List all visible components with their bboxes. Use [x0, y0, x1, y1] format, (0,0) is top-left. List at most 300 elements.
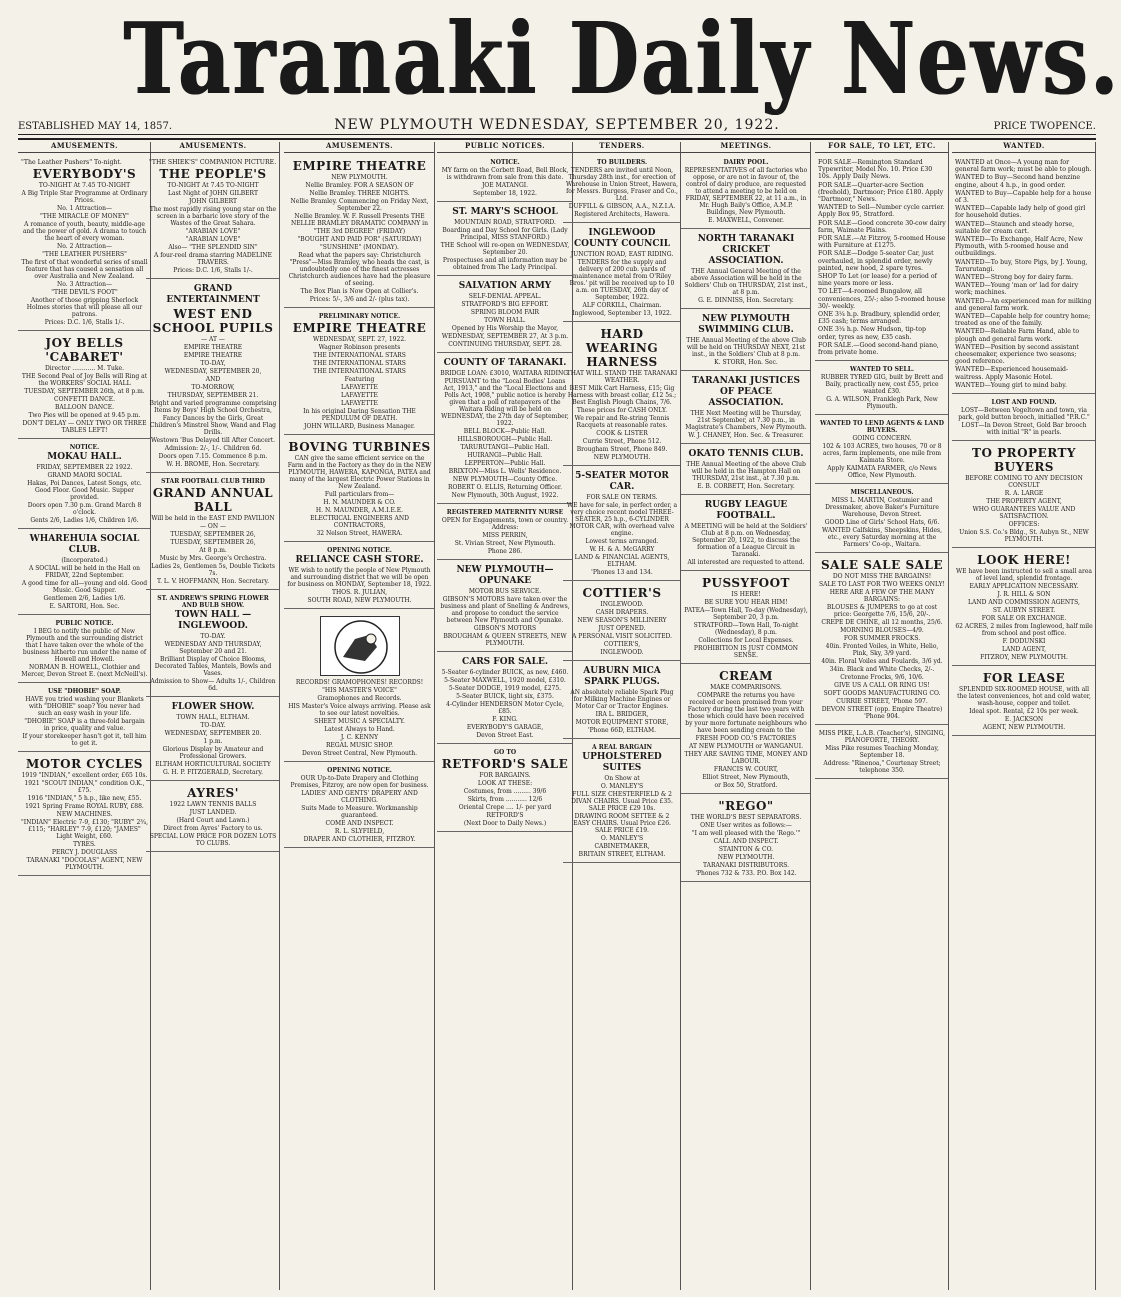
ad-text: IRA L. BRIDGER,: [595, 711, 649, 718]
ad-text: HILLSBOROUGH—Public Hall.: [457, 436, 553, 443]
ad-text: Elliot Street, New Plymouth,: [702, 774, 790, 781]
column-heading: MEETINGS.: [681, 142, 811, 153]
ad-subheading: PUBLIC NOTICE.: [55, 620, 114, 628]
classified-line: "THE SHIEK'S" COMPANION PICTURE.: [149, 159, 277, 166]
ad-subtitle: ST. MARY'S SCHOOL: [452, 207, 558, 217]
ad-text: Brilliant Display of Choice Blooms, Decorated Tables, Mantels, Bowls and Vases.: [154, 656, 272, 678]
ad-text: A SOCIAL will be held in the Hall on FRIDAY, 22nd September.: [28, 565, 141, 580]
ad-text: Admission to Show— Adults 1/-, Children 6d.: [150, 678, 276, 693]
classified-line: WANTED—Capable help for country home; treated as one of the family.: [955, 313, 1091, 328]
ad-subtitle: CARS FOR SALE.: [462, 657, 548, 667]
ad-text: OFFICES:: [1008, 521, 1040, 529]
ad-subheading: STAR FOOTBALL CLUB THIRD: [161, 478, 265, 486]
ad-text: REGAL MUSIC SHOP.: [325, 742, 394, 749]
newspaper-column: [815, 142, 949, 1290]
ad-text: Admission: 2/-, 1/-. Children 6d.: [164, 445, 262, 453]
classified-line: "The Leather Pushers" To-night.: [21, 159, 122, 166]
ad-text: FRIDAY, SEPTEMBER 22 1922.: [36, 464, 133, 472]
ad-text: WHO GUARANTEES VALUE AND SATISFACTION.: [972, 506, 1076, 521]
ad-subtitle: NEW PLYMOUTH—OPUNAKE: [456, 565, 554, 586]
ad-subtitle: TARANAKI JUSTICES OF PEACE ASSOCIATION.: [691, 376, 801, 408]
ad-text: LAND & FINANCIAL AGENTS, ELTHAM.: [574, 554, 670, 568]
ad-text: BALLOON DANCE.: [55, 404, 114, 412]
ad-text: 'Phones 13 and 134.: [591, 569, 653, 576]
masthead-title: Taranaki Daily News.: [123, 2, 1121, 117]
ad-subtitle: RELIANCE CASH STORE.: [295, 555, 424, 565]
advertisement: [952, 156, 1096, 394]
newspaper-column: [146, 142, 280, 1290]
ad-text: JOE MATANGI.: [481, 182, 529, 189]
ad-text: Union S.S. Co.'s Bldg., St. Aubyn St., NEW PLYMOUTH.: [959, 529, 1089, 544]
ad-text: "INDIAN" Electric 7-9, £130; "RUBY" 2¾, £115; "HARLEY" 7-9, £120; "JAMES" Light Weight, £60.: [21, 819, 148, 841]
ad-text: WEDNESDAY, SEPT. 27, 1922.: [312, 336, 407, 343]
dateline-bar: [18, 117, 1096, 135]
ad-text: Direct from Ayres' Factory to us.: [163, 825, 263, 833]
ad-text: ALF CORKILL, Chairman.: [582, 302, 662, 309]
ad-text: "DHOBIE" SOAP is a three-fold bargain in price, quality and value.: [24, 718, 145, 733]
ad-text: MISS PERRIN,: [482, 532, 528, 539]
ad-title: CREAM: [719, 669, 773, 683]
advertisement: [18, 441, 151, 529]
ad-text: CONTINUING THURSDAY, SEPT. 28.: [448, 341, 562, 348]
ad-text: TYRES.: [73, 841, 96, 849]
advertisement: [437, 562, 573, 652]
ad-text: 5-Seater MAXWELL, 1920 model, £310.: [444, 677, 566, 684]
ad-text: 34in. Black and White Checks, 2/-.: [829, 666, 935, 674]
ad-text: E. SARTORI, Hon. Sec.: [49, 603, 120, 611]
ad-subtitle: FLOWER SHOW.: [171, 702, 255, 713]
ad-text: RUBBER TYRED GIG, built by Brett and Baily, practically new, cost £55, price wanted £30.: [820, 374, 944, 396]
column-heading: WANTED.: [952, 142, 1096, 153]
ad-text: Registered Architects, Hawera.: [574, 211, 670, 218]
ad-text: LAND AGENT,: [1001, 646, 1047, 654]
ad-text: MY farm on the Corbett Road, Bell Block, is withdrawn from sale from this date.: [441, 167, 569, 181]
ad-text: ELECTRICAL ENGINEERS AND CONTRACTORS,: [310, 515, 409, 529]
advertisement: [437, 204, 573, 276]
ad-text: Devon Street Central, New Plymouth.: [301, 750, 418, 757]
newspaper-column: [563, 142, 681, 1290]
ad-subheading: NOTICE.: [490, 159, 520, 166]
ad-text: COTTIER'S,: [603, 641, 641, 648]
advertisement: [284, 437, 435, 542]
advertisement: [18, 685, 151, 752]
advertisement: [815, 363, 949, 415]
ad-text: Full particulars from—: [324, 491, 395, 498]
ad-subheading: PRELIMINARY NOTICE.: [318, 313, 401, 320]
ad-text: or Box 50, Stratford.: [714, 782, 778, 789]
ad-text: BE SURE YOU HEAR HIM!: [704, 599, 788, 606]
classified-line: WANTED—Young girl to mind baby.: [955, 381, 1067, 389]
advertisement: [563, 663, 681, 739]
ad-text: REPRESENTATIVES of all factories who oppose, or are not in favour of, the control of dairy produce, are requested to attend a meeting to be held on FRIDAY, SEPTEMBER 22, at 11 a.m., in Mr. Hugh Baily's Office, A.M.P. Buildings, New Plymouth.: [684, 167, 808, 216]
ad-text: PROHIBITION IS JUST COMMON SENSE.: [693, 645, 799, 659]
ad-text: Nellie Bramley. FOR A SEASON OF: [305, 182, 414, 189]
ad-text: COMPARE the returns you have received or been promised from your Factory during the last two years with those which could have been received by your more fortunate neighbours who have been sending cream to the: [685, 692, 807, 734]
ad-text: WEDNESDAY, SEPTEMBER 20.: [164, 730, 262, 738]
ad-text: FITZROY, NEW PLYMOUTH.: [980, 654, 1068, 662]
ad-text: LAFAYETTE: [341, 384, 378, 391]
ad-text: Collections for Local Expenses.: [698, 637, 794, 644]
ad-text: Brougham Street, Phone 849.: [576, 446, 668, 453]
advertisement: [681, 796, 811, 882]
ad-text: On Show at: [604, 775, 640, 782]
ad-subheading: WANTED TO LEND AGENTS & LAND BUYERS.: [820, 420, 944, 435]
classified-line: WANTED—Strong boy for dairy farm.: [955, 274, 1073, 282]
ad-text: SHEET MUSIC A SPECIALTY.: [314, 718, 405, 725]
ad-text: — AT —: [201, 336, 225, 344]
ad-text: If your storekeeper hasn't got it, tell him to get it.: [22, 733, 147, 748]
column-heading: TENDERS.: [563, 142, 681, 153]
ad-title: JOY BELLS 'CABARET': [45, 336, 124, 365]
ad-text: 5-Seater 6-cylinder BUICK, as new, £460.: [441, 669, 569, 676]
ad-text: No. 2 Attraction—: [57, 243, 112, 251]
ad-text: PURSUANT to the "Local Bodies' Loans Act, 1913," and the "Local Elections and Polls Act, 1908," public notice is hereby given that a poll of ratepayers of the Waitara Riding will be held on WEDNESDAY, the 27th day of September, 1922.: [441, 378, 569, 427]
classified-line: WANTED to Buy—Capable help for a house of 3.: [955, 189, 1092, 205]
ad-text: 62 ACRES, 2 miles from Inglewood, half mile from school and post office.: [955, 623, 1093, 638]
ad-text: A romance of youth, beauty, middle-age and the power of gold. A drama to touch the heart of every woman.: [22, 221, 147, 243]
ad-text: 'Phones 732 & 733. P.O. Box 142.: [695, 870, 797, 877]
column-heading: PUBLIC NOTICES.: [437, 142, 573, 153]
ad-text: RETFORD'S: [486, 812, 524, 819]
ad-text: At 8 p.m.: [199, 547, 227, 555]
classified-line: ONE 3¼ h.p. New Hudson, tip-top order, tyres as new, £35 cash.: [818, 326, 926, 341]
ad-title: RETFORD'S SALE: [441, 757, 569, 771]
column-heading: AMUSEMENTS.: [284, 142, 435, 153]
ad-text: Music by Mrs. George's Orchestra.: [159, 555, 267, 563]
ad-text: BRIDGE LOAN: £3010, WAITARA RIDING.: [440, 370, 570, 377]
ad-text: IS HERE!: [731, 591, 761, 598]
advertisement: [437, 506, 573, 560]
ad-subtitle: OKATO TENNIS CLUB.: [688, 449, 804, 459]
advertisement: [437, 156, 573, 202]
ad-subtitle: NORTH TARANAKI CRICKET ASSOCIATION.: [697, 234, 795, 266]
classified-line: WANTED—Position by second assistant cheesemaker, experience two seasons; good reference.: [955, 343, 1079, 366]
ad-title: MOTOR CYCLES: [26, 757, 143, 772]
ad-text: CAN give the same efficient service on the Farm and in the Factory as they do in the NEW PLYMOUTH, HAWERA, KAPONGA, PATEA and many of the largest Electric Power Stations in New Zealand.: [287, 455, 432, 490]
ad-text: R. A. LARGE: [1004, 490, 1044, 498]
ad-text: FOR SALE OR EXCHANGE.: [981, 615, 1067, 623]
ad-title: PUSSYFOOT: [702, 576, 790, 590]
advertisement: [563, 225, 681, 322]
ad-text: THE WORLD'S BEST SEPARATORS.: [690, 814, 802, 821]
ad-text: AT NEW PLYMOUTH or WANGANUI.: [688, 743, 804, 750]
advertisement: [437, 355, 573, 504]
classified-line: FOR SALE—Remington Standard Typewriter, Model No. 10. Price £30 10s. Apply Daily News.: [818, 159, 933, 181]
ad-text: FOR SUMMER FROCKS.: [843, 635, 921, 643]
ad-title: WEST END SCHOOL PUPILS: [152, 307, 274, 336]
ad-text: G. H. P. FITZGERALD, Secretary.: [163, 769, 263, 777]
ad-text: SPECIAL LOW PRICE FOR DOZEN LOTS TO CLUBS.: [149, 833, 277, 848]
ad-text: Doors open 7.30 p.m. Grand March 8 o'clock.: [27, 502, 142, 517]
ad-text: A MEETING will be held at the Soldiers' Club at 8 p.m. on Wednesday, September 20, 1922, to discuss the formation of a League Circuit in Taranaki.: [684, 523, 808, 558]
ad-text: Gents 2/6, Ladies 1/6, Children 1/6.: [30, 517, 139, 525]
advertisement: [681, 497, 811, 571]
ad-text: AND: [205, 376, 221, 384]
ad-text: Prices: D.C. 1/6, Stalls 1/-.: [44, 319, 125, 327]
ad-subtitle: INGLEWOOD COUNTY COUNCIL: [573, 228, 671, 249]
ad-text: JUST OPENED.: [598, 625, 646, 632]
ad-text: Gentlemen 2/6, Ladies 1/6.: [43, 595, 126, 603]
ad-text: LOST—In Devon Street, Gold Bar brooch with initial "R" in pearls.: [961, 422, 1087, 437]
ad-text: Ladies 2s, Gentlemen 5s, Double Tickets 7s.: [151, 563, 275, 578]
ad-text: Nellie Bramley. Commencing on Friday Next, September 22.: [290, 198, 429, 212]
advertisement: [815, 727, 949, 779]
advertisement: [284, 156, 435, 308]
advertisement: [681, 311, 811, 371]
ad-text: DEVON STREET (opp. Empire Theatre) 'Phone 904.: [821, 706, 943, 721]
ad-text: CURRIE STREET, 'Phone 597.: [836, 698, 928, 706]
classified-line: WANTED—To buy, Store Pigs, by J. Young, Tarurutangi.: [955, 258, 1088, 273]
advertisement: [284, 764, 435, 848]
advertisement: [146, 281, 280, 473]
ad-text: All interested are requested to attend.: [687, 559, 805, 566]
ad-text: CONFETTI DANCE.: [54, 396, 115, 404]
classified-line: WANTED to Buy—Second hand benzine engine, about 4 h.p., in good order.: [955, 174, 1080, 189]
ad-text: W. J. CHANEY, Hon. Sec. & Treasurer.: [688, 432, 804, 439]
ad-title: "REGO": [718, 799, 774, 813]
ad-text: J. C. KENNY: [340, 734, 379, 741]
ad-text: 1916 "INDIAN," 5 h.p., like new, £55.: [27, 795, 142, 803]
ad-text: Apply KAIMATA FARMER, c/o News Office, New Plymouth.: [827, 465, 937, 480]
ad-title: SALE SALE SALE: [820, 558, 944, 573]
ad-text: G. E. DINNISS, Hon. Secretary.: [698, 297, 794, 304]
ad-title: AYRES': [187, 786, 239, 801]
ad-text: TO-DAY.: [200, 633, 226, 641]
ad-text: PATEA—Town Hall, To-day (Wednesday), September 20, 3 p.m.: [684, 607, 808, 621]
ad-text: LOOK AT THESE:: [477, 780, 533, 787]
ad-subheading: A REAL BARGAIN: [591, 744, 653, 751]
ad-text: Gramophones and Records.: [317, 695, 402, 702]
ad-text: H. N. MAUNDER, A.M.I.E.E.: [315, 507, 404, 514]
ad-text: SELF-DENIAL APPEAL.: [468, 293, 542, 300]
ad-text: WEDNESDAY, SEPTEMBER 27, At 3 p.m.: [441, 333, 569, 340]
ad-text: EVERYBODY'S GARAGE,: [466, 724, 544, 731]
ad-text: DUFFILL & GIBSON, A.A., N.Z.I.A.: [568, 203, 676, 210]
ad-text: CASH DRAPERS.: [595, 609, 649, 616]
classified-line: SHOP To Let (or lease) for a period of nine years more or less.: [818, 273, 937, 288]
ad-text: Westown 'Bus Delayed till After Concert.: [150, 437, 276, 445]
ad-text: COME AND INSPECT.: [325, 820, 394, 827]
newspaper-column: [437, 142, 573, 1290]
classified-line: FOR SALE.—Good second-hand piano, from private home.: [818, 341, 939, 357]
ad-text: These prices for CASH ONLY.: [576, 407, 668, 414]
ad-text: Wagner Robinson presents: [318, 344, 401, 351]
classified-line: WANTED—Experienced housemaid-waitress. Apply Masonic Hotel.: [955, 366, 1069, 381]
advertisement: [146, 156, 280, 279]
ad-text: TO-NIGHT At 7.45 TO-NIGHT: [38, 182, 131, 190]
ad-text: 32 Nelson Street, HAWERA.: [316, 530, 403, 537]
ad-title: COTTIER'S: [582, 586, 662, 600]
ad-subheading: LOST AND FOUND.: [991, 399, 1057, 407]
ad-text: The first of that wonderful series of small feature that has caused a sensation all over Australia and New Zealand.: [21, 259, 148, 281]
ad-text: G. A. WILSON, Franklegh Park, New Plymouth.: [826, 396, 938, 411]
ad-text: INGLEWOOD.: [600, 649, 644, 656]
ad-subheading: OPENING NOTICE.: [327, 767, 392, 774]
ad-text: 40in. Floral Voiles and Foulards, 3/6 yd.: [821, 658, 943, 666]
ad-text: ELTHAM HORTICULTURAL SOCIETY: [155, 761, 271, 769]
ad-subheading: TO BUILDERS.: [596, 159, 648, 166]
advertisement: [18, 156, 151, 331]
ad-text: STRATFORD'S BIG EFFORT.: [461, 301, 549, 308]
ad-subtitle: MOKAU HALL.: [47, 452, 122, 463]
advertisement: [952, 550, 1096, 666]
ad-text: NEW SEASON'S MILLINERY: [577, 617, 667, 624]
ad-text: ROBERT O. ELLIS, Returning Officer.: [447, 484, 563, 491]
advertisement: [815, 486, 949, 553]
ad-title: FOR LEASE: [982, 671, 1066, 686]
ad-title: THE PEOPLE'S: [159, 167, 267, 182]
ad-text: Address: "Rinenoa," Courtenay Street; telephone 350.: [823, 760, 941, 775]
ad-text: PERCY J. DOUGLASS: [51, 849, 118, 857]
ad-text: BEFORE COMING TO ANY DECISION CONSULT: [965, 475, 1083, 490]
ad-text: GIBSON'S MOTORS: [473, 625, 537, 632]
ad-text: COOK & LISTER: [596, 430, 648, 437]
ad-text: THE INTERNATIONAL STARS: [313, 360, 406, 367]
ad-text: MOTOR EQUIPMENT STORE,: [575, 719, 669, 726]
ad-text: INGLEWOOD.: [600, 601, 644, 608]
ad-text: W. H. & A. McGARRY: [589, 546, 655, 553]
ad-text: TENDERS are invited until Noon, Thursday 28th inst., for erection of Warehouse in Union Street, Hawera, for Messrs. Burgess, Fraser and Co., Ltd.: [566, 167, 678, 202]
ad-subheading: NOTICE.: [69, 444, 100, 452]
ad-text: The most rapidly rising young star on the screen in a barbaric love story of the Wastes of the Great Sahara.: [149, 206, 277, 228]
ad-text: THE Annual General Meeting of the above Association will be held in the Soldiers' Club on THURSDAY, 21st inst., at 8 p.m.: [684, 268, 808, 296]
advertisement: [563, 468, 681, 581]
ad-text: In his original Daring Sensation THE PENDULUM OF DEATH.: [303, 408, 416, 422]
ad-subheading: ST. ANDREW'S SPRING FLOWER AND BULB SHOW.: [157, 595, 269, 610]
advertisement: [284, 544, 435, 609]
classified-line: ONE 3¼ h.p. Bradbury, splendid order, £35 cash; terms arranged.: [818, 311, 941, 326]
ad-text: "THE MIRACLE OF MONEY": [40, 213, 129, 221]
ad-text: New Plymouth, 30th August, 1922.: [451, 492, 559, 499]
ad-text: LAND AND COMMISSION AGENTS,: [968, 599, 1080, 607]
ad-text: ONE User writes as follows:—: [700, 822, 792, 829]
price-line: PRICE TWOPENCE.: [993, 121, 1096, 132]
ad-text: (Hard Court and Lawn.): [176, 817, 250, 825]
ad-subtitle: GRAND ENTERTAINMENT: [166, 284, 260, 306]
ad-subtitle: TOWN HALL — INGLEWOOD.: [174, 610, 252, 632]
advertisement: [146, 475, 280, 590]
ad-text: NEW MACHINES.: [56, 811, 113, 819]
ad-subheading: OPENING NOTICE.: [327, 547, 392, 554]
ad-subtitle: 5-SEATER MOTOR CAR.: [575, 471, 669, 492]
ad-text: Another of those gripping Sherlock Holmes stories that will please all our patrons.: [26, 297, 143, 319]
advertisement: [146, 699, 280, 781]
ad-text: GOING CONCERN.: [852, 435, 912, 443]
ad-text: FULL SIZE CHESTERFIELD & 2 DIVAN CHAIRS. Usual Price £35. SALE PRICE £29 10s.: [571, 791, 673, 812]
ad-text: SPLENDID SIX-ROOMED HOUSE, with all the latest conveniences, hot and cold water, wash-house, copper and toilet.: [957, 686, 1091, 708]
advertisement: [952, 396, 1096, 441]
ad-subheading: DAIRY POOL.: [723, 159, 769, 166]
ad-text: 4-Cylinder HENDERSON Motor Cycle, £85.: [446, 701, 564, 715]
ad-text: J. R. HILL & SON: [997, 591, 1051, 599]
classified-line: FOR SALE—Good concrete 30-cow dairy farm, Waimate Plains.: [818, 219, 946, 234]
ad-title: TO PROPERTY BUYERS: [972, 446, 1076, 475]
ad-text: A four-reel drama starring MADELINE TRAVERS.: [153, 252, 273, 267]
ad-text: 'Phone 66D, ELTHAM.: [587, 727, 657, 734]
ad-text: Doors open 7.15. Commence 8 p.m.: [158, 453, 268, 461]
classified-line: FOR SALE—Dodge 5-seater Car, just overhauled, in splendid order, newly painted, new hood, 2 spare tyres.: [818, 250, 934, 272]
ad-text: THE Annual Meeting of the above Club will be held in the Hampton Hall on THURSDAY, 21st inst., at 7.30 p.m.: [686, 461, 806, 482]
ad-text: TO-DAY.: [200, 722, 226, 730]
ad-text: BROUGHAM & QUEEN STREETS, NEW PLYMOUTH.: [443, 633, 567, 647]
ad-text: THE Annual Meeting of the above Club will be held on THURSDAY NEXT, 21st inst., in the Soldiers' Club at 8 p.m.: [686, 337, 806, 358]
ad-subtitle: RUGBY LEAGUE FOOTBALL.: [704, 500, 788, 521]
ad-text: MOUNTAIN ROAD, STRATFORD.: [454, 219, 556, 226]
ad-text: AN absolutely reliable Spark Plug for Milking Machine Engines or Motor Car or Tractor Engines.: [570, 689, 674, 710]
ad-text: LAFAYETTE: [341, 392, 378, 399]
ad-text: 102 & 103 ACRES, two houses, 70 or 8 acres, farm implements, one mile from Kaimata Store.: [822, 443, 942, 465]
ad-text: TO-NIGHT At 7.45 TO-NIGHT: [167, 182, 259, 190]
ad-text: TUESDAY, SEPTEMBER 26,: [170, 539, 256, 547]
ad-text: LOST—Between Vogeltown and town, via park, gold button brooch, initialled "P.R.C.": [958, 407, 1090, 422]
ad-text: A Big Triple Star Programme at Ordinary Prices.: [21, 190, 148, 205]
ad-text: Two Pies will be opened at 9.45 p.m.: [28, 412, 141, 420]
ad-text: HUIRANGI—Public Hall.: [467, 452, 543, 459]
advertisement: [681, 573, 811, 664]
ad-text: H. N. MAUNDER & CO.: [323, 499, 396, 506]
ad-title: BOVING TURBINES: [288, 440, 431, 454]
ad-text: THE PROPERTY AGENT,: [986, 498, 1062, 506]
advertisement: [681, 373, 811, 444]
advertisement: [437, 278, 573, 353]
ad-text: SOFT GOODS MANUFACTURING CO.: [823, 690, 941, 698]
advertisement: [681, 231, 811, 309]
ad-text: Lowest terms arranged.: [585, 538, 659, 545]
ad-text: A PERSONAL VISIT SOLICITED.: [571, 633, 672, 640]
ad-text: A good time for all—young and old. Good Music. Good Supper.: [21, 580, 148, 595]
ad-text: THOS. R. JULIAN,: [331, 589, 388, 596]
advertisement: [681, 666, 811, 794]
ad-text: ST. AUBYN STREET.: [992, 607, 1056, 615]
ad-text: THAT WILL STAND THE TARANAKI WEATHER.: [566, 370, 678, 384]
ad-text: HAVE you tried washing your Blankets with "DHOBIE" soap? You never had such an easy wash in your life.: [25, 696, 144, 718]
ad-text: 1921 Spring Frame ROYAL RUBY, £88.: [25, 803, 144, 811]
ad-text: (Next Door to Daily News.): [463, 820, 547, 827]
ad-text: DON'T DELAY — ONLY TWO OR THREE TABLES LEFT!: [22, 420, 147, 435]
ad-text: 1919 "INDIAN," excellent order, £65 10s.: [21, 772, 148, 780]
ad-subheading: USE "DHOBIE" SOAP.: [48, 688, 121, 696]
ad-text: FRANCIS W. COURT,: [713, 766, 779, 773]
ad-text: Miss Pike resumes Teaching Monday, September 18.: [825, 745, 939, 760]
ad-text: "I am well pleased with the 'Rego.'": [691, 830, 801, 837]
advertisement: [146, 783, 280, 852]
ad-text: BELL BLOCK—Public Hall.: [463, 428, 547, 435]
advertisement: [563, 741, 681, 863]
advertisement: [952, 668, 1096, 736]
ad-text: 1921 "SCOUT INDIAN," condition O.K., £75.: [24, 780, 145, 795]
ad-text: Oriental Crepe .... 1/- per yard: [458, 804, 552, 811]
ad-text: Devon Street East.: [476, 732, 534, 739]
ad-text: NORMAN B. HOWELL, Clothier and Mercer, Devon Street E. (next McNeill's).: [21, 664, 148, 679]
ad-text: We repair and Re-string Tennis Racquets at reasonable rates.: [574, 415, 670, 429]
ad-title: LOOK HERE!: [977, 553, 1071, 568]
ad-text: TOWN HALL, ELTHAM.: [176, 714, 250, 722]
ad-text: R. L. SLYFIELD,: [334, 828, 385, 835]
ad-text: LAFAYETTE: [341, 400, 378, 407]
ad-subtitle: UPHOLSTERED SUITES: [582, 752, 662, 773]
ad-text: EMPIRE THEATRE: [183, 344, 243, 352]
ad-subheading: REGISTERED MATERNITY NURSE: [446, 509, 564, 516]
header-rule: [18, 138, 1096, 140]
ad-text: Bright and varied programme comprising Items by Boys' High School Orchestra,: [149, 400, 277, 415]
ad-text: St. Vivian Street, New Plymouth.: [454, 540, 556, 547]
ad-text: STAINTON & CO.: [718, 846, 774, 853]
ad-text: Read what the papers say: Christchurch "Press"—Miss Bramley, who heads the cast, is undoubtedly one of the finest actresses Christchurch audiences have had the pleasure of seeing.: [288, 252, 431, 287]
ad-subheading: GO TO: [493, 749, 517, 756]
advertisement: [146, 592, 280, 697]
ad-text: Phone 286.: [487, 548, 523, 555]
ad-text: THE School will re-open on WEDNESDAY, September 20.: [440, 242, 570, 256]
